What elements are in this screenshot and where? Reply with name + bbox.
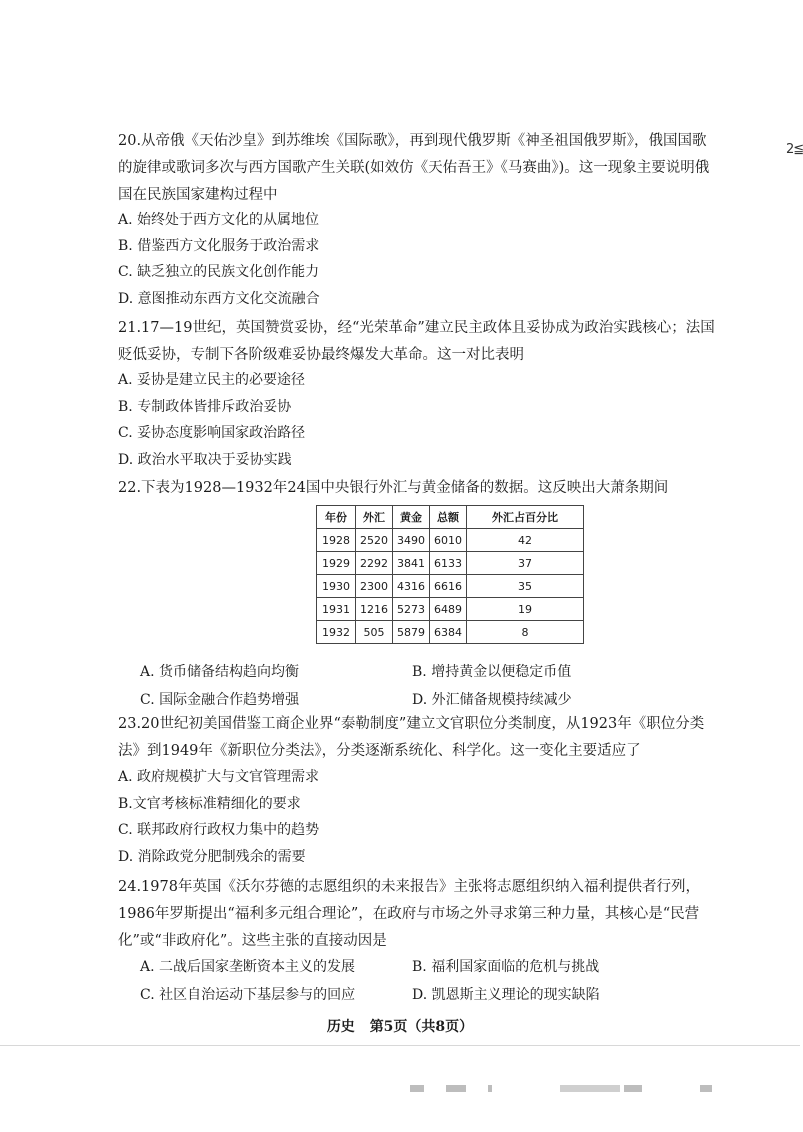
page-footer	[0, 1016, 800, 1036]
table-cell: 2292	[356, 552, 393, 575]
table-cell: 19	[467, 598, 584, 621]
table-cell: 6616	[430, 575, 467, 598]
option-a: A. 始终处于西方文化的从属地位	[118, 212, 320, 228]
option-d: D. 政治水平取决于妥协实践	[118, 452, 292, 468]
option-c: C. 联邦政府行政权力集中的趋势	[118, 822, 320, 838]
question-stem: 20.从帝俄《天佑沙皇》到苏维埃《国际歌》，再到现代俄罗斯《神圣祖国俄罗斯》，俄国国歌的旋律或歌词多次与西方国歌产生关联(如效仿《天佑吾王》《马赛曲》)。这一现象主要说明俄国在民族国家建构过程中	[118, 133, 710, 203]
margin-mark: 2≦	[786, 142, 803, 157]
table-header-row	[317, 506, 584, 529]
table-row	[317, 575, 584, 598]
option-c: C. 缺乏独立的民族文化创作能力	[118, 264, 320, 280]
question-stem: 22.下表为1928—1932年24国中央银行外汇与黄金储备的数据。这反映出大萧条期间	[118, 480, 669, 496]
option-d: D. 意图推动东西方文化交流融合	[118, 291, 320, 307]
column-header: 总额	[430, 506, 467, 529]
table-cell: 2300	[356, 575, 393, 598]
page-number: 第5页（共8页）	[369, 1019, 474, 1035]
column-header: 年份	[317, 506, 356, 529]
option-b: B. 专制政体皆排斥政治妥协	[118, 399, 292, 415]
table-cell: 37	[467, 552, 584, 575]
scan-artifact	[410, 1082, 730, 1096]
question-20	[118, 128, 718, 209]
option-a: A. 货币储备结构趋向均衡	[140, 664, 300, 680]
question-stem: 23.20世纪初美国借鉴工商企业界“泰勒制度”建立文官职位分类制度，从1923年《职位分类法》到1949年《新职位分类法》，分类逐渐系统化、科学化。这一变化主要适应了	[118, 716, 705, 759]
option-b: B. 福利国家面临的危机与挑战	[412, 959, 600, 975]
question-stem: 24.1978年英国《沃尔芬德的志愿组织的未来报告》主张将志愿组织纳入福利提供者行列，1986年罗斯提出“福利多元组合理论”，在政府与市场之外寻求第三种力量，其核心是“民营化”或“非政府化”。这些主张的直接动因是	[118, 879, 700, 949]
table-cell: 42	[467, 529, 584, 552]
option-a: A. 妥协是建立民主的必要途径	[118, 372, 306, 388]
question-stem: 21.17—19世纪，英国赞赏妥协，经“光荣革命”建立民主政体且妥协成为政治实践核心；法国贬低妥协，专制下各阶级难妥协最终爆发大革命。这一对比表明	[118, 320, 715, 363]
table-cell: 1928	[317, 529, 356, 552]
table-cell: 6384	[430, 621, 467, 644]
table-cell: 4316	[393, 575, 430, 598]
option-a: A. 政府规模扩大与文官管理需求	[118, 769, 320, 785]
table-cell: 5273	[393, 598, 430, 621]
table-row	[317, 529, 584, 552]
option-b: B. 借鉴西方文化服务于政治需求	[118, 238, 320, 254]
subject-label: 历史	[326, 1019, 355, 1035]
table-cell: 5879	[393, 621, 430, 644]
option-c: C. 国际金融合作趋势增强	[140, 692, 300, 708]
table-row	[317, 621, 584, 644]
table-cell: 6489	[430, 598, 467, 621]
table-cell: 3841	[393, 552, 430, 575]
column-header: 外汇占百分比	[467, 506, 584, 529]
table-cell: 8	[467, 621, 584, 644]
table-cell: 505	[356, 621, 393, 644]
option-d: D. 外汇储备规模持续减少	[412, 692, 572, 708]
table-row	[317, 598, 584, 621]
question-21	[118, 315, 718, 369]
table-cell: 35	[467, 575, 584, 598]
table-cell: 1216	[356, 598, 393, 621]
table-row	[317, 552, 584, 575]
column-header: 外汇	[356, 506, 393, 529]
table-cell: 6133	[430, 552, 467, 575]
option-b: B. 增持黄金以便稳定币值	[412, 664, 572, 680]
option-b: B.文官考核标准精细化的要求	[118, 796, 301, 812]
option-c: C. 妥协态度影响国家政治路径	[118, 425, 306, 441]
table-cell: 1931	[317, 598, 356, 621]
table-cell: 1930	[317, 575, 356, 598]
table-cell: 2520	[356, 529, 393, 552]
column-header: 黄金	[393, 506, 430, 529]
table-cell: 1929	[317, 552, 356, 575]
table-cell: 1932	[317, 621, 356, 644]
option-c: C. 社区自治运动下基层参与的回应	[140, 987, 356, 1003]
question-23	[118, 711, 718, 765]
table-cell: 3490	[393, 529, 430, 552]
option-d: D. 凯恩斯主义理论的现实缺陷	[412, 987, 600, 1003]
question-22	[118, 475, 718, 502]
scan-divider	[0, 1045, 800, 1046]
option-d: D. 消除政党分肥制残余的需要	[118, 849, 306, 865]
reserve-table	[316, 505, 584, 644]
table-cell: 6010	[430, 529, 467, 552]
question-24	[118, 874, 718, 955]
option-a: A. 二战后国家垄断资本主义的发展	[140, 959, 356, 975]
